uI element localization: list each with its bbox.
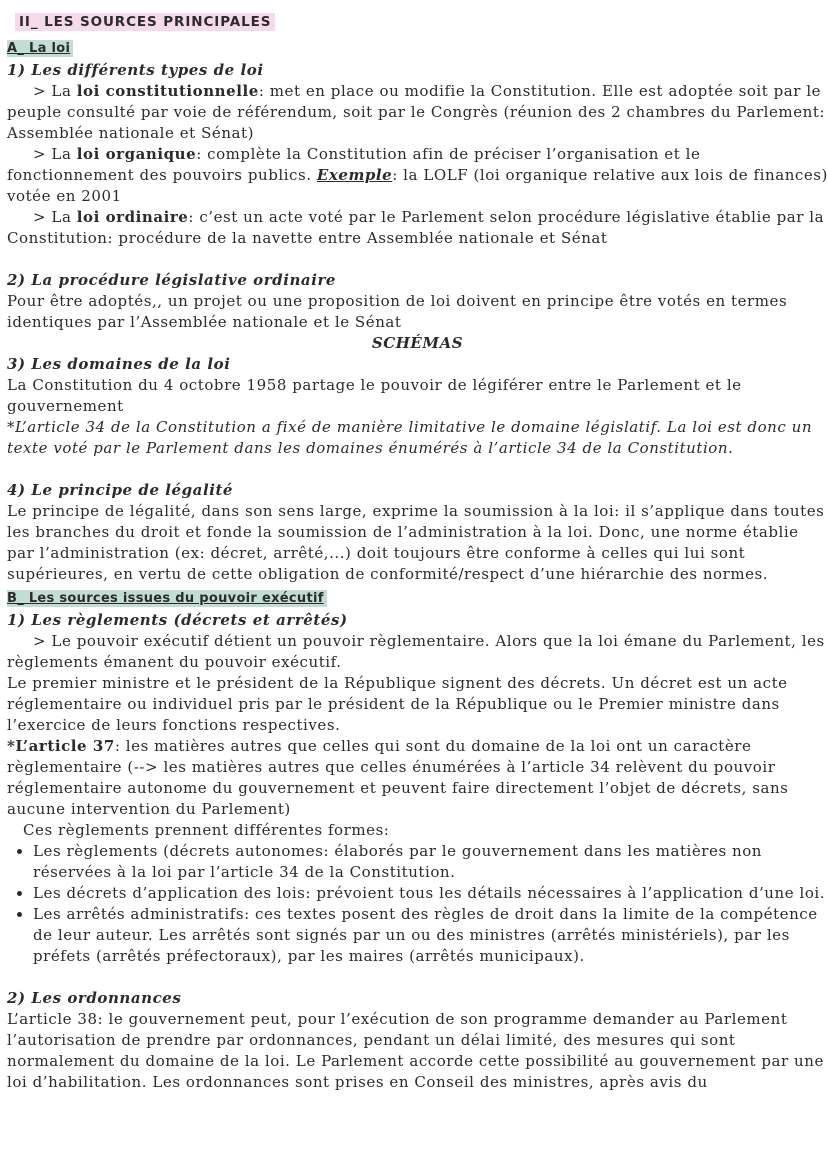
forms-list [7,841,828,967]
text-fragment: > La [33,145,77,163]
para-loi-constitutionnelle [7,81,828,144]
spacer [7,459,828,480]
heading-ordonnances: 2) Les ordonnances [7,989,182,1007]
para-ordonnances: L’article 38: le gouvernement peut, pour l’exécution de son programme demander au Parlement l’autorisation de prendre par ordonnances, pendant un délai limité, des mesures qui sont normalement du domaine de la loi. Le Parlement accorde cette possibilité au gouvernement par une loi d’habilitation. Les ordonnances sont prises en Conseil des ministres, après avis du [7,1010,824,1091]
keyword-exemple: Exemple [316,166,393,184]
section-a-label: A_ La loi [7,40,73,57]
list-item: • Les décrets d’application des lois: prévoient tous les détails nécessaires à l’application d’une loi. [33,883,828,904]
para-formes-intro: Ces règlements prennent différentes formes: [23,821,390,839]
para-legalite: Le principe de légalité, dans son sens large, exprime la soumission à la loi: il s’applique dans toutes les branches du droit et fonde la soumission de l’administration à la loi. Donc, une norme établie par l’administration (ex: décret, arrêté,...) doit toujours être conforme à celles qui lui sont supérieures, en vertu de cette obligation de conformité/respect d’une hiérarchie des normes. [7,502,825,583]
text-fragment: > La [33,208,77,226]
text-fragment: > La [33,82,77,100]
heading-reglements: 1) Les règlements (décrets et arrêtés) [7,611,348,629]
section-b-label: B_ Les sources issues du pouvoir exécutif [7,590,327,607]
text-fragment: : complète la Constitution afin de préciser l’organisation et le fonctionnement des pouvoirs publics. [7,145,701,184]
schemas-label: SCHÉMAS [371,334,464,352]
page-title: II_ LES SOURCES PRINCIPALES [15,13,275,31]
list-item: • Les arrêtés administratifs: ces textes posent des règles de droit dans la limite de la compétence de leur auteur. Les arrêtés sont signés par un ou des ministres (arrêtés ministériels), par les préfets (arrêtés préfectoraux), par les maires (arrêtés municipaux). [33,904,828,967]
heading-types-de-loi: 1) Les différents types de loi [7,61,264,79]
keyword-article-37: *L’article 37 [7,737,115,755]
para-domaines: La Constitution du 4 octobre 1958 partage le pouvoir de légiférer entre le Parlement et le gouvernement [7,376,742,415]
keyword-loi-ordinaire: loi ordinaire [76,208,189,226]
text-fragment: : la LOLF (loi organique relative aux lois de finances) votée en 2001 [7,166,828,205]
heading-procedure-legislative: 2) La procédure législative ordinaire [7,271,336,289]
list-item: • Les règlements (décrets autonomes: élaborés par le gouvernement dans les matières non réservées à la loi par l’article 34 de la Constitution. [33,841,828,883]
keyword-loi-organique: loi organique [76,145,197,163]
heading-domaines-de-la-loi: 3) Les domaines de la loi [7,355,231,373]
para-decrets: Le premier ministre et le président de la République signent des décrets. Un décret est un acte réglementaire ou individuel pris par le président de la République ou le Premier ministre dans l’exercice de leurs fonctions respectives. [7,674,788,734]
para-loi-organique [7,144,828,207]
para-article-37 [7,736,828,820]
text-fragment: : met en place ou modifie la Constitution. Elle est adoptée soit par le peuple consulté par voie de référendum, soit par le Congrès (réunion des 2 chambres du Parlement: Assemblée nationale et Sénat) [7,82,826,142]
text-fragment: : les matières autres que celles qui sont du domaine de la loi ont un caractère règlementaire (--> les matières autres que celles énumérées à l’article 34 relèvent du pouvoir réglementaire autonome du gouvernement et peuvent faire directement l’objet de décrets, sans aucune intervention du Parlement) [7,737,789,818]
para-pouvoir-reglementaire: > Le pouvoir exécutif détient un pouvoir règlementaire. Alors que la loi émane du Parlement, les règlements émanent du pouvoir exécutif. [7,632,825,671]
heading-principe-legalite: 4) Le principe de légalité [7,481,234,499]
spacer [7,249,828,270]
para-procedure: Pour être adoptés,, un projet ou une proposition de loi doivent en principe être votés en termes identiques par l’Assemblée nationale et le Sénat [7,292,788,331]
note-article-34: *L’article 34 de la Constitution a fixé de manière limitative le domaine législatif. La loi est donc un texte voté par le Parlement dans les domaines énumérés à l’article 34 de la Constitution. [7,418,813,457]
para-loi-ordinaire [7,207,828,249]
keyword-loi-constitutionnelle: loi constitutionnelle [76,82,259,100]
text-fragment: : c’est un acte voté par le Parlement selon procédure législative établie par la Constitution: procédure de la navette entre Assemblée nationale et Sénat [7,208,825,247]
spacer [7,967,828,988]
